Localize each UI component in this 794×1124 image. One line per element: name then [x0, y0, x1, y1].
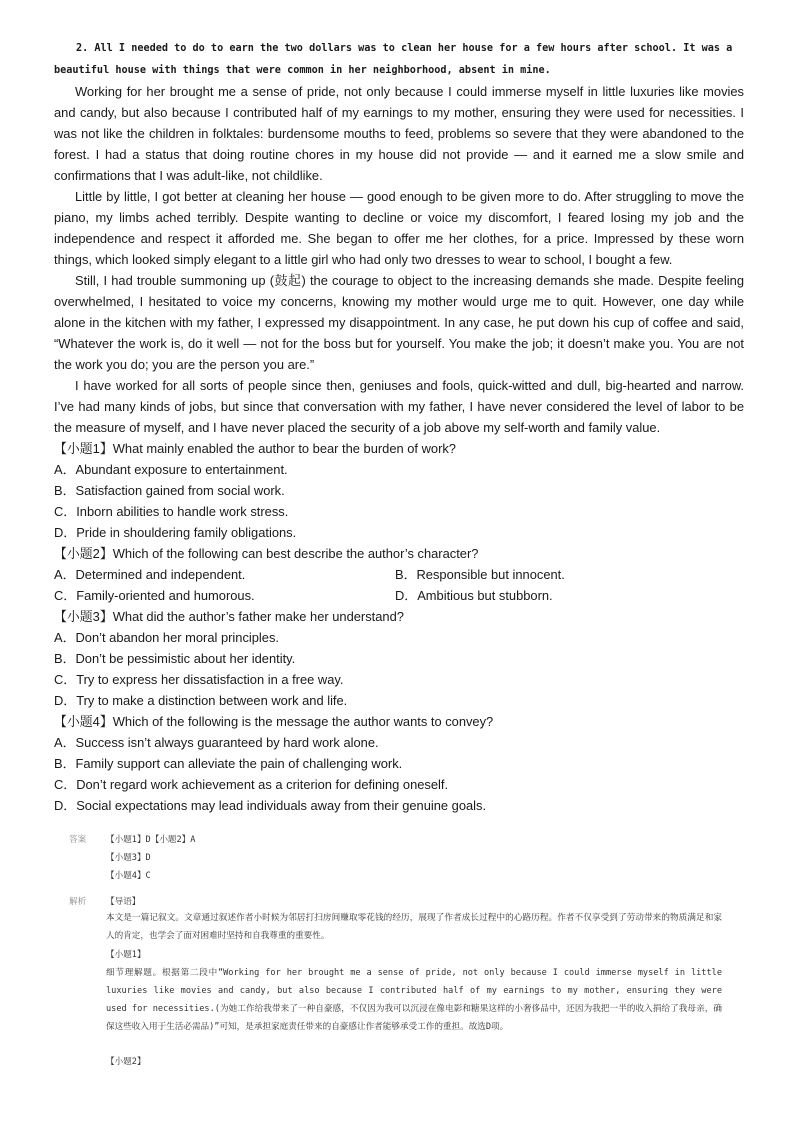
answer-line-2: 【小题3】D: [106, 853, 151, 863]
question-1-option-c[interactable]: C．Inborn abilities to handle work stress.: [54, 504, 289, 519]
question-2-option-b[interactable]: B．Responsible but innocent.: [395, 567, 565, 582]
analysis-q1-text: 细节理解题。根据第二段中“Working for her brought me a sense of pride, not only because I could immerse myself in little luxuries like movies and candy, but also because I contributed half of my earnings to my mother, ensuring they were used for necessities.(为她工作给我带来了一种自豪感，不仅因为我可以沉浸在像电影和糖果这样的小奢侈品中，还因为我把一半的收入捐给了我母亲，确保这些收入用于生活必需品)”可知，是承担家庭责任带来的自豪感让作者能够承受工作的重担。故选D项。: [106, 968, 722, 1032]
intro-line-1: 2. All I needed to do to earn the two dollars was to clean her house for a few hours after school. It was a: [76, 43, 733, 54]
question-3-stem: 【小题3】What did the author’s father make her understand?: [54, 609, 404, 624]
intro-line-2: beautiful house with things that were common in her neighborhood, absent in mine.: [54, 65, 551, 76]
paragraph-1: Working for her brought me a sense of pride, not only because I could immerse myself in little luxuries like movies and candy, but also because I contributed half of my earnings to my mother, ensuring they were used for necessities. I was not like the children in folktales: burdensome mouths to feed, problems so severe that they were abandoned to the forest. I had a status that doing routine chores in my house did not provide — and it earned me a slow smile and confirmations that I was adult-like, not childlike.: [54, 84, 744, 183]
question-2-stem: 【小题2】Which of the following can best describe the author’s character?: [54, 546, 479, 561]
question-2-option-c[interactable]: C．Family-oriented and humorous.: [54, 588, 255, 603]
question-4-stem: 【小题4】Which of the following is the message the author wants to convey?: [54, 714, 494, 729]
question-1-option-a[interactable]: A．Abundant exposure to entertainment.: [54, 462, 288, 477]
paragraph-3: Still, I had trouble summoning up (鼓起) the courage to object to the increasing demands she made. Despite feeling overwhelmed, I hesitated to voice my concerns, knowing my mother would urge me to quit. However, one day while alone in the kitchen with my father, I expressed my disappointment. In any case, he put down his cup of coffee and said, “Whatever the work is, do it well — not for the boss but for yourself. You make the job; it doesn’t make you. You are not the work you do; you are the person you are.”: [54, 273, 744, 372]
question-1-option-b[interactable]: B．Satisfaction gained from social work.: [54, 483, 285, 498]
question-3-option-c[interactable]: C．Try to express her dissatisfaction in a free way.: [54, 672, 344, 687]
question-3-option-a[interactable]: A．Don’t abandon her moral principles.: [54, 630, 279, 645]
question-3-option-d[interactable]: D．Try to make a distinction between work and life.: [54, 693, 348, 708]
question-1-option-d[interactable]: D．Pride in shouldering family obligations.: [54, 525, 297, 540]
analysis-summary: 本文是一篇记叙文。文章通过叙述作者小时候为邻居打扫房间赚取零花钱的经历，展现了作者成长过程中的心路历程。作者不仅享受到了劳动带来的物质满足和家人的肯定，也学会了面对困难时坚持和自我尊重的重要性。: [106, 913, 722, 941]
question-4-option-c[interactable]: C．Don’t regard work achievement as a criterion for defining oneself.: [54, 777, 449, 792]
analysis-label: 解析: [69, 897, 87, 907]
question-4-option-b[interactable]: B．Family support can alleviate the pain of challenging work.: [54, 756, 403, 771]
question-3-option-b[interactable]: B．Don’t be pessimistic about her identity.: [54, 651, 296, 666]
question-1-stem: 【小题1】What mainly enabled the author to bear the burden of work?: [54, 441, 456, 456]
paragraph-2: Little by little, I got better at cleaning her house — good enough to be given more to do. After struggling to move the piano, my limbs ached terribly. Despite wanting to decline or voice my discomfort, I feared losing my job and the independence and respect it afforded me. She began to offer me her clothes, for a price. Impressed by these worn things, which looked simply elegant to a little girl who had only two dresses to wear to school, I bought a few.: [54, 189, 744, 267]
question-4-option-d[interactable]: D．Social expectations may lead individuals away from their genuine goals.: [54, 798, 487, 813]
answer-line-3: 【小题4】C: [106, 871, 151, 881]
analysis-q2-heading: 【小题2】: [106, 1057, 146, 1067]
question-2-option-a[interactable]: A．Determined and independent.: [54, 567, 246, 582]
question-4-option-a[interactable]: A．Success isn’t always guaranteed by hard work alone.: [54, 735, 379, 750]
analysis-heading: 【导语】: [106, 897, 141, 907]
answer-label: 答案: [69, 835, 87, 845]
analysis-q1-heading: 【小题1】: [106, 950, 146, 960]
answer-line-1: 【小题1】D【小题2】A: [106, 835, 196, 845]
question-2-option-d[interactable]: D．Ambitious but stubborn.: [395, 588, 553, 603]
paragraph-4: I have worked for all sorts of people since then, geniuses and fools, quick-witted and dull, big-hearted and narrow. I’ve had many kinds of jobs, but since that conversation with my father, I have never considered the level of labor to be the measure of myself, and I have never placed the security of a job above my self-worth and family value.: [54, 378, 744, 435]
